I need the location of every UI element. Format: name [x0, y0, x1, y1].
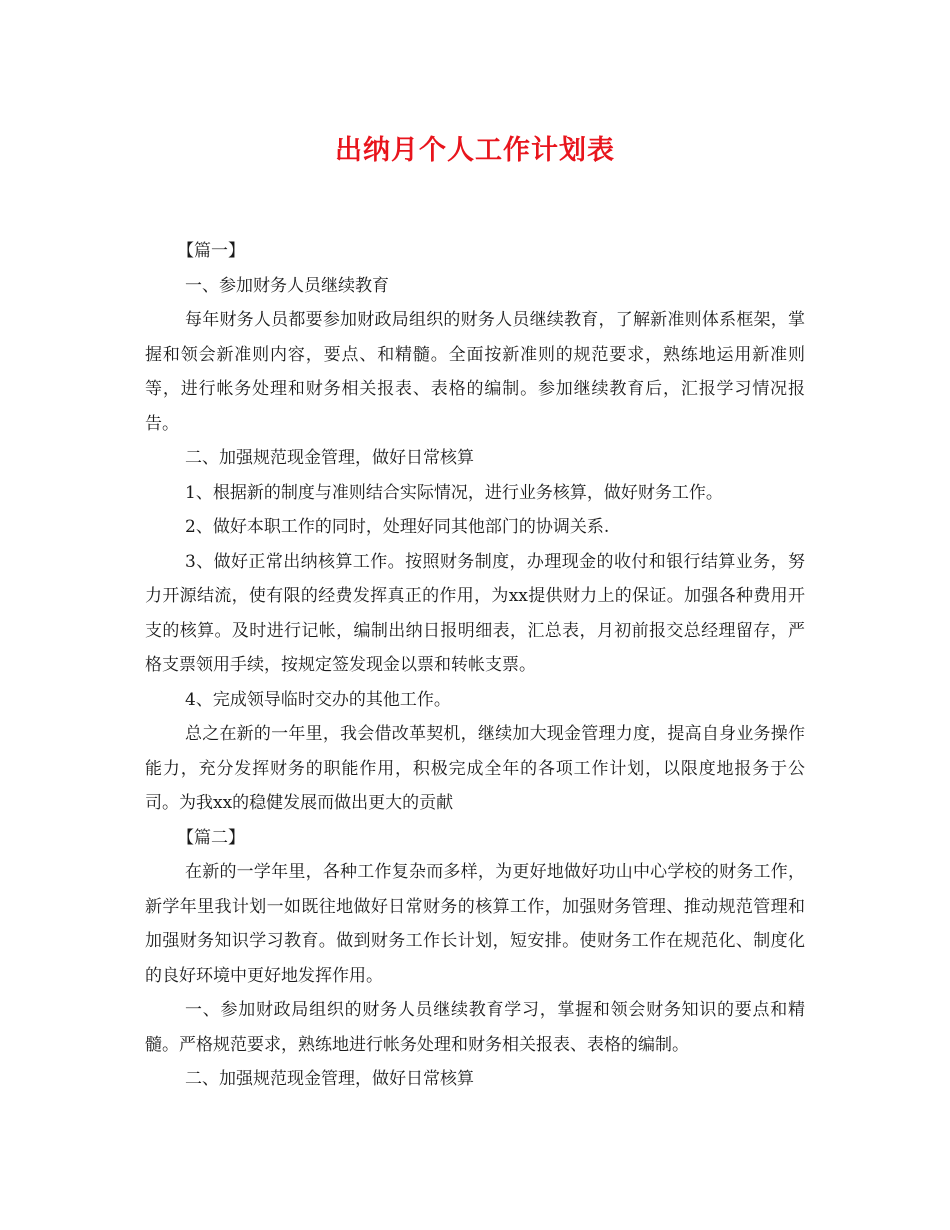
- paragraph-heading: 一、参加财务人员继续教育: [185, 275, 389, 296]
- list-item: 4、完成领导临时交办的其他工作。: [185, 689, 451, 710]
- paragraph: 每年财务人员都要参加财政局组织的财务人员继续教育，了解新准则体系框架，掌握和领会新准则内容，要点、和精髓。全面按新准则的规范要求，熟练地运用新准则等，进行帐务处理和财务相关报表、表格的编制。参加继续教育后，汇报学习情况报告。: [145, 310, 805, 434]
- list-item: 1、根据新的制度与准则结合实际情况，进行业务核算，做好财务工作。: [185, 482, 723, 503]
- document-body: [145, 234, 805, 1097]
- document-title: 出纳月个人工作计划表: [335, 135, 615, 166]
- paragraph: 总之在新的一年里，我会借改革契机，继续加大现金管理力度，提高自身业务操作能力，充分发挥财务的职能作用，积极完成全年的各项工作计划，以限度地报务于公司。为我xx的稳健发展而做出更大的贡献: [145, 724, 805, 813]
- list-item: 3、做好正常出纳核算工作。按照财务制度，办理现金的收付和银行结算业务，努力开源结流，使有限的经费发挥真正的作用，为xx提供财力上的保证。加强各种费用开支的核算。及时进行记帐，编制出纳日报明细表，汇总表，月初前报交总经理留存，严格支票领用手续，按规定签发现金以票和转帐支票。: [145, 551, 805, 675]
- paragraph: 一、参加财政局组织的财务人员继续教育学习，掌握和领会财务知识的要点和精髓。严格规范要求，熟练地进行帐务处理和财务相关报表、表格的编制。: [145, 1000, 805, 1055]
- paragraph-heading: 二、加强规范现金管理，做好日常核算: [185, 1069, 474, 1089]
- list-item: 2、做好本职工作的同时，处理好同其他部门的协调关系.: [185, 517, 610, 537]
- paragraph: 在新的一学年里，各种工作复杂而多样，为更好地做好功山中心学校的财务工作，新学年里我计划一如既往地做好日常财务的核算工作，加强财务管理、推动规范管理和加强财务知识学习教育。做到财务工作长计划，短安排。使财务工作在规范化、制度化的良好环境中更好地发挥作用。: [145, 862, 805, 986]
- section-heading-part-one: 【篇一】: [177, 241, 245, 261]
- section-heading-part-two: 【篇二】: [177, 827, 245, 848]
- paragraph-heading: 二、加强规范现金管理，做好日常核算: [185, 448, 474, 468]
